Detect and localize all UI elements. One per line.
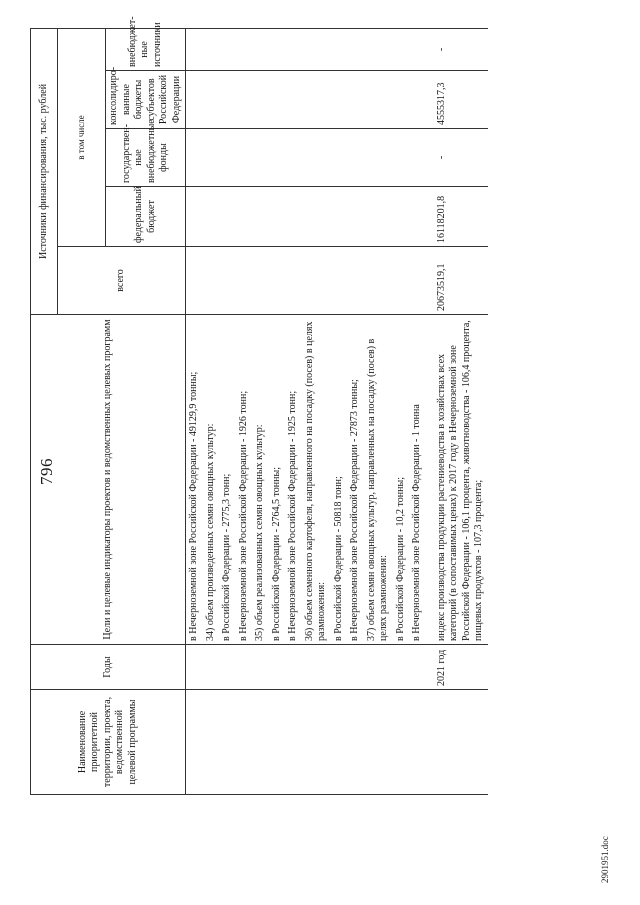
indicator-line: 37) объем семян овощных культур, направленных на посадку (посев) в целях размножения: bbox=[365, 338, 389, 641]
row-year: 2021 год bbox=[430, 645, 488, 690]
table-row bbox=[430, 28, 488, 794]
indicator-line: 36) объем семенного картофеля, направленного на посадку (посев) в целях размножения: bbox=[303, 321, 327, 641]
indicator-line: в Российской Федерации - 50818 тонн; bbox=[332, 476, 344, 641]
indicator-line: 34) объем произведенных семян овощных культур: bbox=[204, 423, 216, 641]
header-federal: федеральный бюджет bbox=[106, 187, 186, 247]
financing-table bbox=[30, 16, 488, 795]
continuation-indicators bbox=[186, 315, 430, 645]
indicator-line: в Российской Федерации - 10,2 тонны; bbox=[394, 477, 406, 641]
header-incl: в том числе bbox=[58, 28, 106, 246]
indicator-line: в Нечерноземной зоне Российской Федерации - 1926 тонн; bbox=[237, 390, 249, 641]
indicator-line: в Нечерноземной зоне Российской Федерации - 1 тонна bbox=[411, 404, 422, 641]
header-name: Наименование приоритетной территории, проекта, ведомственной целевой программы bbox=[31, 690, 186, 795]
indicator-line: в Нечерноземной зоне Российской Федерации - 27873 тонны; bbox=[349, 379, 360, 641]
page-number: 796 bbox=[37, 458, 56, 485]
header-goals: Цели и целевые индикаторы проектов и ведомственных целевых программ bbox=[31, 315, 186, 645]
row-federal: 16118201,8 bbox=[430, 187, 488, 247]
header-total: всего bbox=[58, 247, 186, 315]
header-regional: консолидиро-ванные бюджеты субъектов Российской Федерации bbox=[106, 71, 186, 129]
document-code: 2901951.doc bbox=[600, 836, 610, 883]
indicator-line: в Российской Федерации - 2775,3 тонн; bbox=[221, 473, 232, 641]
indicator-line: 35) объем реализованных семян овощных культур: bbox=[254, 424, 265, 641]
indicator-line: в Нечерноземной зоне Российской Федерации - 1925 тонн; bbox=[287, 390, 298, 641]
header-state-funds: государствен-ные внебюджетные фонды bbox=[106, 129, 186, 187]
row-state-funds: - bbox=[430, 129, 488, 187]
row-indicator: индекс производства продукции растениеводства в хозяйствах всех категорий (в сопоставимых ценах) к 2017 году в Нечерноземной зоне Российской Федерации - 106,1 процента, животноводства - 106,4 процента, пищевых продуктов - 107,3 процента; bbox=[430, 315, 488, 645]
indicator-line: в Российской Федерации - 2764,5 тонны; bbox=[270, 467, 282, 641]
header-years: Годы bbox=[31, 645, 186, 690]
header-offbudget: внебюджет-ные источники bbox=[106, 28, 186, 70]
row-offbudget: - bbox=[430, 28, 488, 70]
header-financing: Источники финансирования, тыс. рублей bbox=[31, 28, 58, 314]
row-total: 20673519,1 bbox=[430, 247, 488, 315]
indicator-line: в Нечерноземной зоне Российской Федерации - 49129,9 тонны; bbox=[188, 371, 199, 641]
row-regional: 4555317,3 bbox=[430, 71, 488, 129]
